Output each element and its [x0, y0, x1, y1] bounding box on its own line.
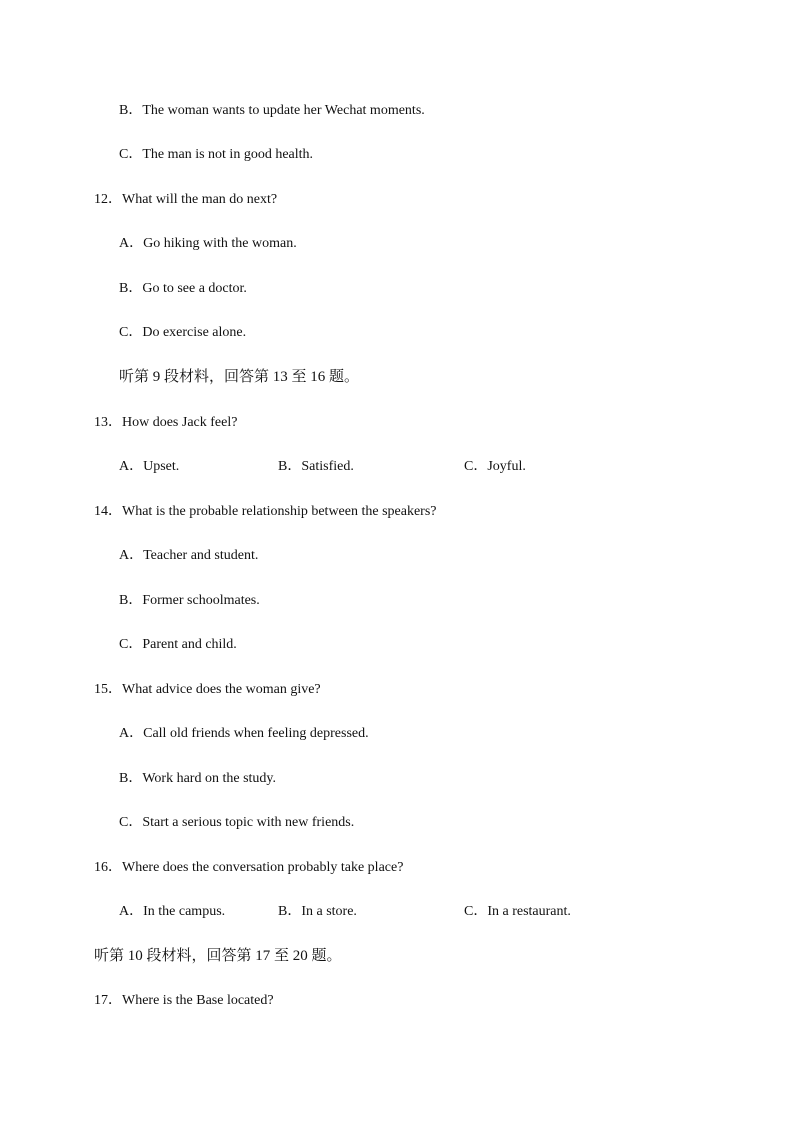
q15-option-b: B．Work hard on the study. [119, 771, 277, 786]
q16-option-b: B．In a store. [278, 904, 357, 919]
q13-question: 13．How does Jack feel? [94, 415, 238, 430]
q14-option-a: A．Teacher and student. [119, 548, 259, 563]
q16-option-a: A．In the campus. [119, 904, 226, 919]
q15-question: 15．What advice does the woman give? [94, 682, 321, 697]
q11-option-b: B．The woman wants to update her Wechat moments. [119, 103, 425, 118]
section-9-instruction: 听第 9 段材料，回答第 13 至 16 题。 [119, 369, 360, 385]
q12-question: 12．What will the man do next? [94, 192, 278, 207]
q13-option-b: B．Satisfied. [278, 459, 354, 474]
q15-option-c: C．Start a serious topic with new friends. [119, 815, 355, 830]
q16-question: 16．Where does the conversation probably take place? [94, 860, 404, 875]
q14-option-b: B．Former schoolmates. [119, 593, 260, 608]
q13-option-a: A．Upset. [119, 459, 180, 474]
section-10-instruction: 听第 10 段材料，回答第 17 至 20 题。 [94, 948, 342, 964]
q12-option-b: B．Go to see a doctor. [119, 281, 247, 296]
q16-option-c: C．In a restaurant. [464, 904, 571, 919]
q12-option-a: A．Go hiking with the woman. [119, 236, 297, 251]
q13-option-c: C．Joyful. [464, 459, 526, 474]
q17-question: 17．Where is the Base located? [94, 993, 274, 1008]
q14-option-c: C．Parent and child. [119, 637, 237, 652]
q11-option-c: C．The man is not in good health. [119, 147, 314, 162]
q12-option-c: C．Do exercise alone. [119, 325, 247, 340]
q15-option-a: A．Call old friends when feeling depressed. [119, 726, 369, 741]
q14-question: 14．What is the probable relationship between the speakers? [94, 504, 437, 519]
